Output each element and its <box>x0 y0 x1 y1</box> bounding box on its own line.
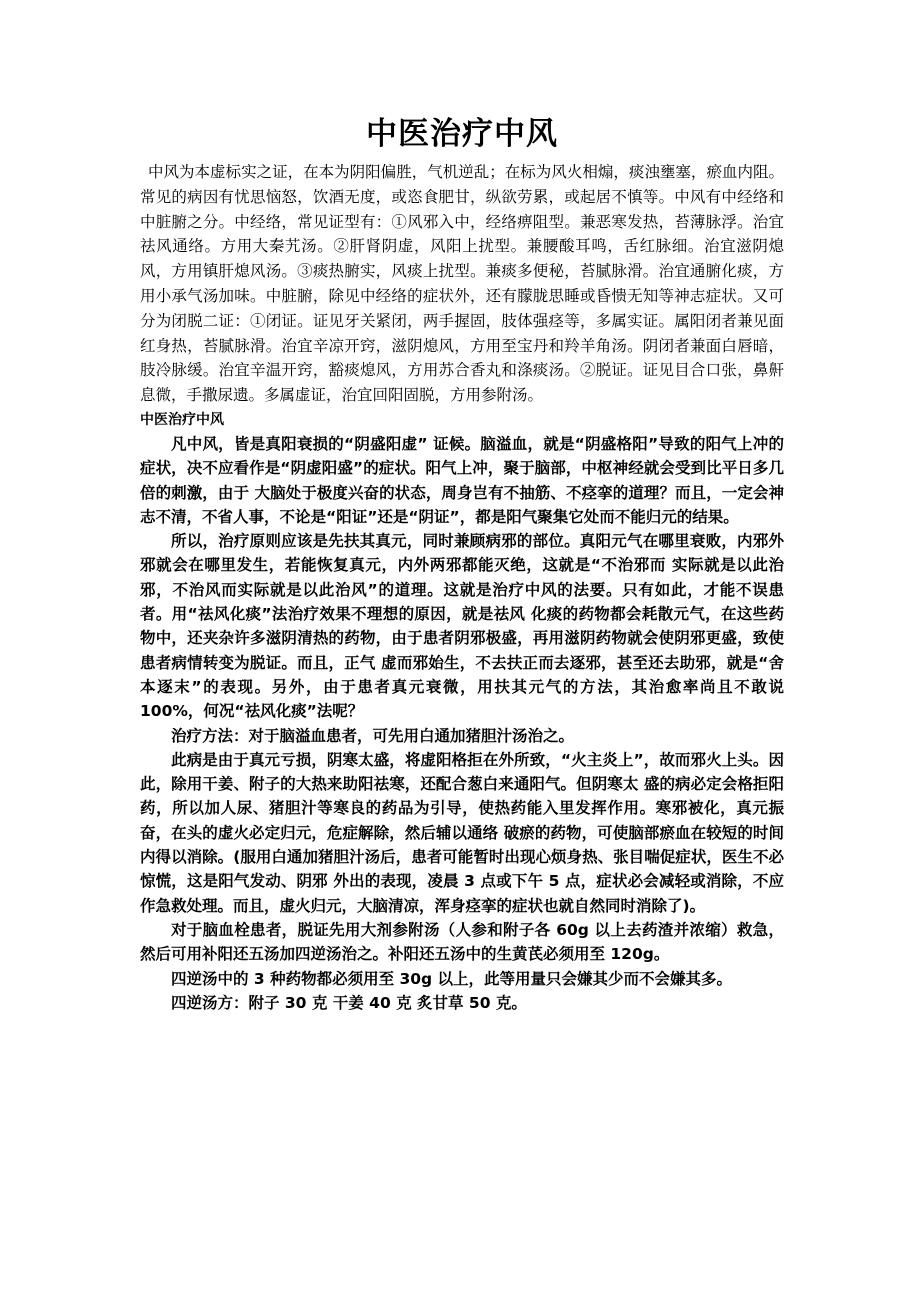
body-paragraph-3: 治疗方法：对于脑溢血患者，可先用白通加猪胆汁汤治之。 <box>171 726 575 745</box>
document-page <box>140 112 784 1015</box>
body-paragraph-7: 四逆汤方：附子 30 克 干姜 40 克 炙甘草 50 克。 <box>171 993 527 1012</box>
body-paragraph-1: 凡中风，皆是真阳衰损的“阴盛阳虚” 证候。脑溢血，就是“阴盛格阳”导致的阳气上冲的症状，决不应看作是“阴虚阳盛”的症状。阳气上冲，聚于脑部，中枢神经就会受到比平日多几倍的刺激，由于 大脑处于极度兴奋的状态，周身岂有不抽筋、不痉挛的道理？而且，一定会神志不清，不省人事，不论是“阳证”还是“阴证”，都是阳气聚集它处而不能归元的结果。 <box>140 434 784 526</box>
body-paragraph-2: 所以，治疗原则应该是先扶其真元，同时兼顾病邪的部位。真阳元气在哪里衰败，内邪外邪就会在哪里发生，若能恢复真元，内外两邪都能灭绝，这就是“不治邪而 实际就是以此治邪，不治风而实际就是以此治风”的道理。这就是治疗中风的法要。只有如此，才能不误患者。用“祛风化痰”法治疗效果不理想的原因，就是祛风 化痰的药物都会耗散元气，在这些药物中，还夹杂许多滋阴清热的药物，由于患者阴邪极盛，再用滋阴药物就会使阴邪更盛，致使患者病情转变为脱证。而且，正气 虚而邪始生，不去扶正而去逐邪，甚至还去助邪，就是“舍本逐末”的表现。另外，由于患者真元衰微，用扶其元气的方法，其治愈率尚且不敢说 100%，何况“祛风化痰”法呢？ <box>140 532 784 721</box>
intro-paragraph: 中风为本虚标实之证，在本为阴阳偏胜，气机逆乱；在标为风火相煽，痰浊壅塞，瘀血内阻。常见的病因有忧思恼怒，饮酒无度，或恣食肥甘，纵欲劳累，或起居不慎等。中风有中经络和中脏腑之分。中经络，常见证型有：①风邪入中，经络痹阻型。兼恶寒发热，苔薄脉浮。治宜祛风通络。方用大秦艽汤。②肝肾阴虚，风阳上扰型。兼腰酸耳鸣，舌红脉细。治宜滋阴熄风，方用镇肝熄风汤。③痰热腑实，风痰上扰型。兼痰多便秘，苔腻脉滑。治宜通腑化痰，方用小承气汤加味。中脏腑，除见中经络的症状外，还有朦胧思睡或昏愦无知等神志症状。又可分为闭脱二证：①闭证。证见牙关紧闭，两手握固，肢体强痉等，多属实证。属阳闭者兼见面红身热，苔腻脉滑。治宜辛凉开窍，滋阴熄风，方用至宝丹和羚羊角汤。阴闭者兼面白唇暗，肢冷脉缓。治宜辛温开窍，豁痰熄风，方用苏合香丸和涤痰汤。②脱证。证见目合口张，鼻鼾息微，手撒尿遗。多属虚证，治宜回阳固脱，方用参附汤。 <box>140 163 784 405</box>
document-title: 中医治疗中风 <box>366 116 558 152</box>
body-paragraph-4: 此病是由于真元亏损，阴寒太盛，将虚阳格拒在外所致，“火主炎上”，故而邪火上头。因此，除用干姜、附子的大热来助阳祛寒，还配合葱白来通阳气。但阴寒太 盛的病必定会格拒阳药，所以加人尿、猪胆汁等寒良的药品为引导，使热药能入里发挥作用。寒邪被化，真元振奋，在头的虚火必定归元，危症解除，然后辅以通络 破瘀的药物，可使脑部瘀血在较短的时间内得以消除。(服用白通加猪胆汁汤后，患者可能暂时出现心烦身热、张目喘促症状，医生不必惊慌，这是阳气发动、阴邪 外出的表现，凌晨 3 点或下午 5 点，症状必会减轻或消除，不应作急救处理。而且，虚火归元，大脑清凉，浑身痉挛的症状也就自然同时消除了)。 <box>140 750 784 915</box>
body-paragraph-5: 对于脑血栓患者，脱证先用大剂参附汤（人参和附子各 60g 以上去药渣并浓缩）救急，然后可用补阳还五汤加四逆汤治之。补阳还五汤中的生黄芪必须用至 120g。 <box>140 920 784 964</box>
section-subheading: 中医治疗中风 <box>140 411 224 428</box>
body-paragraph-6: 四逆汤中的 3 种药物都必须用至 30g 以上，此等用量只会嫌其少而不会嫌其多。 <box>171 969 733 988</box>
